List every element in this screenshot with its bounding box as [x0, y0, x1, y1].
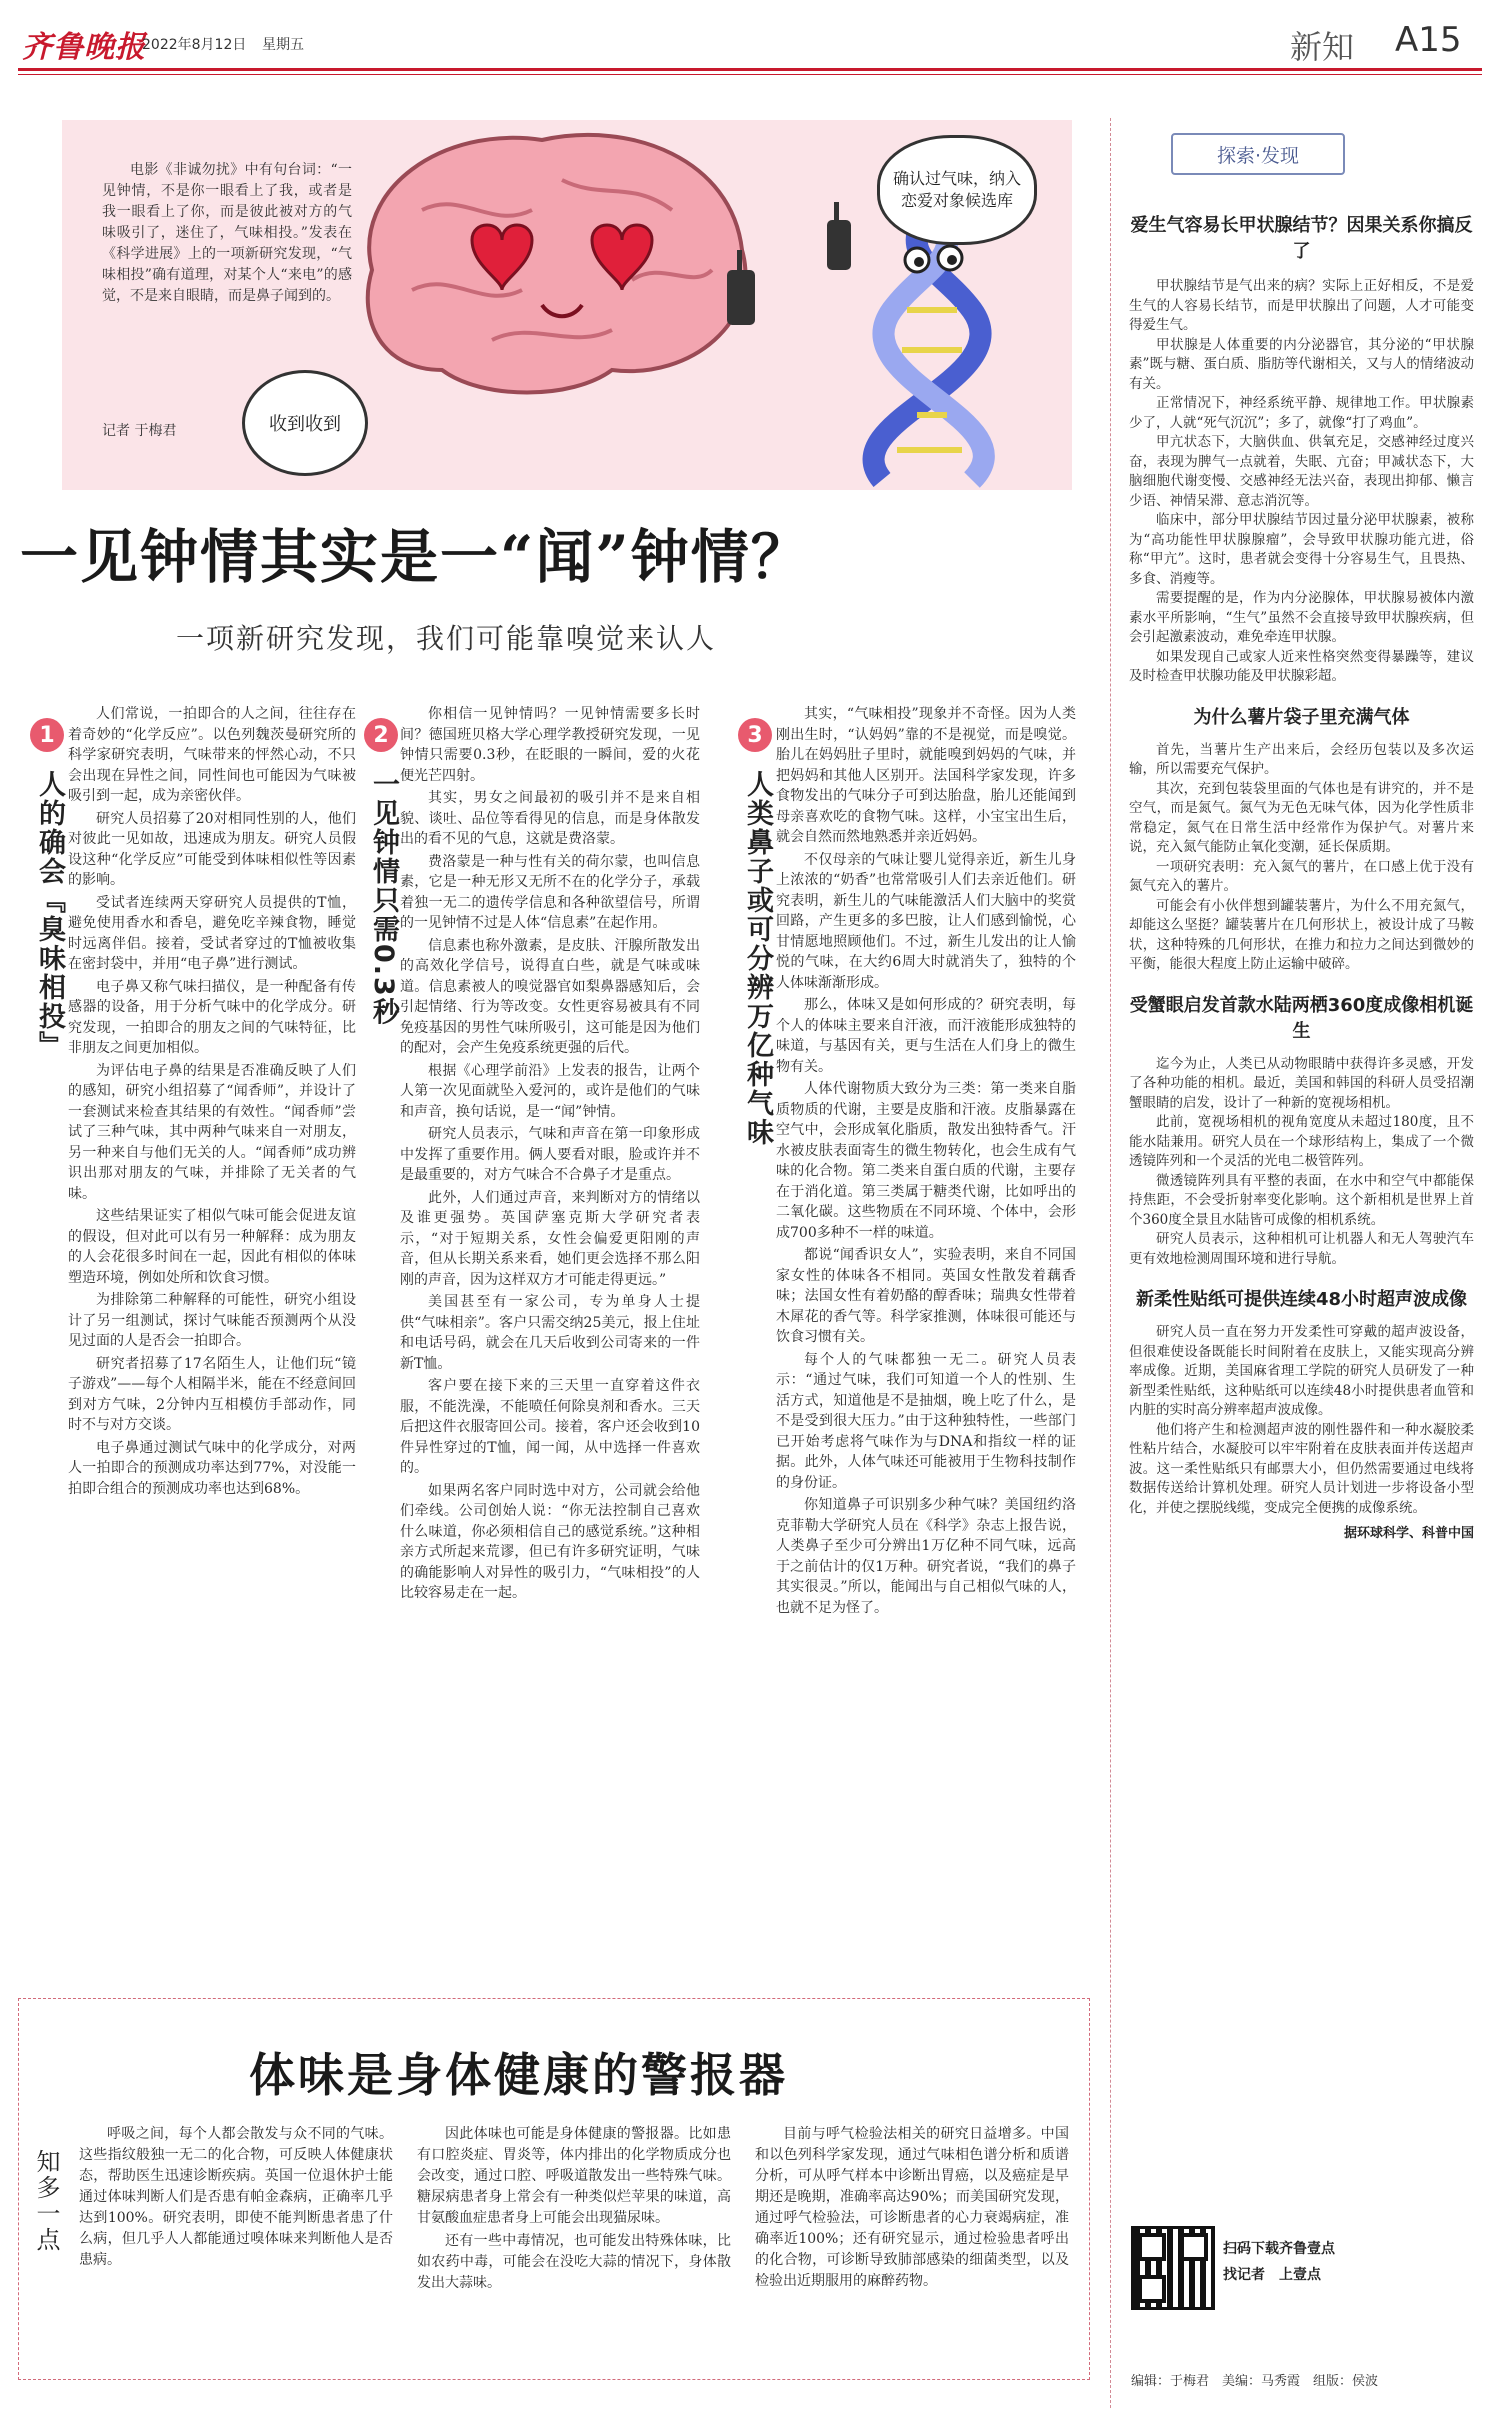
section-2-number: 2 — [364, 718, 398, 752]
sidebar — [1110, 118, 1483, 2408]
page-number: A15 — [1395, 20, 1462, 60]
speech-bubble-right: 确认过气味，纳入恋爱对象候选库 — [877, 135, 1037, 245]
section-3-number: 3 — [738, 718, 772, 752]
section-1-number: 1 — [30, 718, 64, 752]
section-3-title: 人类鼻子或可分辨万亿种气味 — [742, 770, 773, 1147]
sidebar-article-2-title: 为什么薯片袋子里充满气体 — [1193, 706, 1410, 728]
sidebar-article-1-title: 爱生气容易长甲状腺结节？因果关系你搞反了 — [1130, 215, 1473, 262]
headline-subtitle: 一项新研究发现，我们可能靠嗅觉来认人 — [176, 622, 717, 655]
header-rule-thin — [18, 74, 1482, 75]
bottom-article-box — [18, 1998, 1090, 2380]
reporter-byline: 记者 于梅君 — [102, 423, 177, 439]
qr-caption: 扫码下载齐鲁壹点 — [1223, 2241, 1335, 2257]
bottom-body: 呼吸之间，每个人都会散发与众不同的气味。这些指纹般独一无二的化合物，可反映人体健康状态，帮助医生迅速诊断疾病。英国一位退休护士能通过体味判断人们是否患有帕金森病，正确率几乎达到100%。研究表明，即使不能判断患者患了什么病，但几乎人人都能通过嗅体味来判断他人是否患病。 因此体味也可能是身体健康的警报器。比如患有口腔炎症、胃炎等，体内排出的化学物质成分也会改变，通过口腔、呼吸道散发出一些特殊气味。糖尿病患者身上常会有一种类似烂苹果的味道，高甘氨酸血症患者身上可能会出现猫尿味。 还有一些中毒情况，也可能发出特殊体味，比如农药中毒，可能会在没吃大蒜的情况下，身体散发出大蒜味。 目前与呼气检验法相关的研究日益增多。中国和以色列科学家发现，通过气味相色谱分析和质谱分析，可从呼气样本中诊断出胃癌，以及癌症是早期还是晚期，准确率高达90%；而美国研究发现，通过呼气检验法，可诊断患者的心力衰竭病症，准确率近100%；还有研究显示，通过检验患者呼出的化合物，可诊断导致肺部感染的细菌类型，以及检验出近期服用的麻醉药物。 — [79, 2126, 1069, 2291]
sidebar-article-3-body: 迄今为止，人类已从动物眼睛中获得许多灵感，开发了各种功能的相机。最近，美国和韩国的科研人员受招潮蟹眼睛的启发，设计了一种新的宽视场相机。 此前，宽视场相机的视角宽度从未超过180度，且不能水陆兼用。研究人员在一个球形结构上，集成了一个微透镜阵列和一个灵活的光电二极管阵列。 微透镜阵列具有平整的表面，在水中和空气中都能保持焦距，不会受折射率变化影响。这个新相机是世界上首个360度全景且水陆皆可成像的相机系统。 研究人员表示，这种相机可让机器人和无人驾驶汽车更有效地检测周围环境和进行导航。 — [1129, 1055, 1474, 1267]
sidebar-article-2-body: 首先，当薯片生产出来后，会经历包装以及多次运输，所以需要充气保护。 其次，充到包装袋里面的气体也是有讲究的，并不是空气，而是氮气。氮气为无色无味气体，因为化学性质非常稳定，氮气在日常生活中经常作为保护气。对薯片来说，充入氮气能防止氧化变潮，延长保质期。 一项研究表明：充入氮气的薯片，在口感上优于没有氮气充入的薯片。 可能会有小伙伴想到罐装薯片，为什么不用充氮气，却能这么坚挺？罐装薯片在几何形状上，被设计成了马鞍状，这种特殊的几何形状，在推力和拉力之间达到微妙的平衡，能很大程度上防止运输中破碎。 — [1129, 741, 1474, 972]
issue-weekday: 星期五 — [262, 37, 304, 53]
masthead: 齐鲁晚报 — [22, 30, 146, 65]
bottom-label: 知多一点 — [32, 2149, 60, 2253]
credits: 编辑：于梅君 美编：马秀霞 组版：侯波 — [1131, 2374, 1379, 2389]
illustration-panel — [62, 120, 1072, 490]
sidebar-banner: 探索·发现 — [1171, 133, 1345, 175]
sidebar-article-4-body: 研究人员一直在努力开发柔性可穿戴的超声波设备，但很难使设备既能长时间附着在皮肤上，又能实现高分辨率成像。近期，美国麻省理工学院的研究人员研发了一种新型柔性贴纸，这种贴纸可以连续48小时提供患者血管和内脏的实时高分辨率超声波成像。 他们将产生和检测超声波的刚性器件和一种水凝胶柔性粘片结合，水凝胶可以牢牢附着在皮肤表面并传送超声波。这一柔性贴纸只有邮票大小，但仍然需要通过电线将数据传送给计算机处理。研究人员计划进一步将设备小型化，并使之摆脱线缆，变成完全便携的成像系统。 — [1129, 1324, 1474, 1516]
section-name: 新知 — [1290, 28, 1355, 66]
sidebar-source: 据环球科学、科普中国 — [1343, 1526, 1474, 1541]
header-rule — [18, 68, 1482, 71]
qr-code[interactable] — [1131, 2226, 1215, 2310]
section-2-title: 一见钟情只需0.3秒 — [368, 770, 399, 1027]
headline-title: 一见钟情其实是一“闻”钟情？ — [20, 523, 811, 591]
brain-illustration — [332, 120, 782, 420]
issue-date: 2022年8月12日 — [142, 37, 247, 53]
section-2-body: 你相信一见钟情吗？一见钟情需要多长时间？德国班贝格大学心理学教授研究发现，一见钟情只需要0.3秒，在眨眼的一瞬间，爱的火花便光芒四射。 其实，男女之间最初的吸引并不是来自相貌、谈吐、品位等看得见的信息，而是身体散发出的看不见的气息，这就是费洛蒙。 费洛蒙是一种与性有关的荷尔蒙，也叫信息素，它是一种无形又无所不在的化学分子，承载着独一无二的遗传学信息和各种欲望信号，所谓的一见钟情不过是人体“信息素”在起作用。 信息素也称外激素，是皮肤、汗腺所散发出的高效化学信号，说得直白些，就是气味或味道。信息素被人的嗅觉器官如梨鼻器感知后，会引起情绪、行为等改变。女性更容易被具有不同免疫基因的男性气味所吸引，这可能是因为他们的配对，会产生免疫系统更强的后代。 根据《心理学前沿》上发表的报告，让两个人第一次见面就坠入爱河的，或许是他们的气味和声音，换句话说，是一“闻”钟情。 研究人员表示，气味和声音在第一印象形成中发挥了重要作用。俩人要看对眼，脸或许并不是最重要的，对方气味合不合鼻子才是重点。 此外，人们通过声音，来判断对方的情绪以及谁更强势。英国萨塞克斯大学研究者表示，“对于短期关系，女性会偏爱更阳刚的声音，但从长期关系来看，她们更会选择不那么阳刚的声音，因为这样双方才可能走得更远。” 美国甚至有一家公司，专为单身人士提供“气味相亲”。客户只需交纳25美元，报上住址和电话号码，就会在几天后收到公司寄来的一件新T恤。 客户要在接下来的三天里一直穿着这件衣服，不能洗澡，不能喷任何除臭剂和香水。三天后把这件衣服寄回公司。接着，客户还会收到10件异性穿过的T恤，闻一闻，从中选择一件喜欢的。 如果两名客户同时选中对方，公司就会给他们牵线。公司创始人说：“你无法控制自己喜欢什么味道，你必须相信自己的感觉系统。”这种相亲方式所起来荒谬，但已有许多研究证明，气味的确能影响人对异性的吸引力，“气味相投”的人比较容易走在一起。 — [400, 706, 700, 1601]
sidebar-article-4-title: 新柔性贴纸可提供连续48小时超声波成像 — [1135, 1289, 1468, 1310]
intro-text: 电影《非诚勿扰》中有句台词：“一见钟情，不是你一眼看上了我，或者是我一眼看上了你，而是彼此被对方的气味吸引了，迷住了，气味相投。”发表在《科学进展》上的一项新研究发现，“气味相投”确有道理，对某个人“来电”的感觉，不是来自眼睛，而是鼻子闻到的。 — [102, 162, 352, 304]
qr-subcaption: 找记者 上壹点 — [1223, 2267, 1321, 2283]
speech-bubble-left: 收到收到 — [242, 370, 368, 476]
section-1-body: 人们常说，一拍即合的人之间，往往存在着奇妙的“化学反应”。以色列魏茨曼研究所的科学家研究表明，气味带来的怦然心动，不只会出现在异性之间，同性间也可能因为气味被吸引到一起，成为亲密伙伴。 研究人员招募了20对相同性别的人，他们对彼此一见如故，迅速成为朋友。研究人员假设这种“化学反应”可能受到体味相似性等因素的影响。 受试者连续两天穿研究人员提供的T恤，避免使用香水和香皂，避免吃辛辣食物，睡觉时远离伴侣。接着，受试者穿过的T恤被收集在密封袋中，并用“电子鼻”进行测试。 电子鼻又称气味扫描仪，是一种配备有传感器的设备，用于分析气味中的化学成分。研究发现，一拍即合的朋友之间的气味特征，比非朋友之间更加相似。 为评估电子鼻的结果是否准确反映了人们的感知，研究小组招募了“闻香师”，并设计了一套测试来检查其结果的有效性。“闻香师”尝试了三种气味，其中两种气味来自一对朋友，另一种来自与他们无关的人。“闻香师”成功辨识出那对朋友的气味，并排除了无关者的气味。 这些结果证实了相似气味可能会促进友谊的假设，但对此可以有另一种解释：成为朋友的人会花很多时间在一起，因此有相似的体味塑造环境，例如处所和饮食习惯。 为排除第二种解释的可能性，研究小组设计了另一组测试，探讨气味能否预测两个从没见过面的人是否会一拍即合。 研究者招募了17名陌生人，让他们玩“镜子游戏”——每个人相隔半米，能在不经意间回到对方气味，2分钟内互相模仿手部动作，同时不与对方交谈。 电子鼻通过测试气味中的化学成分，对两人一拍即合的预测成功率达到77%，对没能一拍即合组合的预测成功率也达到68%。 — [68, 706, 356, 1497]
bottom-title: 体味是身体健康的警报器 — [249, 2048, 788, 2102]
sidebar-article-1-body: 甲状腺结节是气出来的病？实际上正好相反，不是爱生气的人容易长结节，而是甲状腺出了问题，人才可能变得爱生气。 甲状腺是人体重要的内分泌器官，其分泌的“甲状腺素”既与糖、蛋白质、脂肪等代谢相关，又与人的情绪波动有关。 正常情况下，神经系统平静、规律地工作。甲状腺素少了，人就“死气沉沉”；多了，就像“打了鸡血”。 甲亢状态下，大脑供血、供氧充足，交感神经过度兴奋，表现为脾气一点就着，失眠、亢奋；甲减状态下，大脑细胞代谢变慢、交感神经无法兴奋，表现出抑郁、懒言少语、神情呆滞、意志消沉等。 临床中，部分甲状腺结节因过量分泌甲状腺素，被称为“高功能性甲状腺腺瘤”，会导致甲状腺功能亢进，俗称“甲亢”。这时，患者就会变得十分容易生气，且畏热、多食、消瘦等。 需要提醒的是，作为内分泌腺体，甲状腺易被体内激素水平所影响，“生气”虽然不会直接导致甲状腺疾病，但会引起激素波动，难免牵连甲状腺。 如果发现自己或家人近来性格突然变得暴躁等，建议及时检查甲状腺功能及甲状腺彩超。 — [1129, 278, 1474, 684]
section-1-title: 人的确会『臭味相投』 — [34, 770, 65, 1060]
sidebar-article-3-title: 受蟹眼启发首款水陆两栖360度成像相机诞生 — [1129, 994, 1474, 1042]
section-3-body: 其实，“气味相投”现象并不奇怪。因为人类刚出生时，“认妈妈”靠的不是视觉，而是嗅觉。胎儿在妈妈肚子里时，就能嗅到妈妈的气味，并把妈妈和其他人区别开。法国科学家发现，许多食物发出的气味分子可到达胎盘，胎儿还能闻到母亲喜欢吃的食物气味。这样，小宝宝出生后，就会自然而然地熟悉并亲近妈妈。 不仅母亲的气味让婴儿觉得亲近，新生儿身上浓浓的“奶香”也常常吸引人们去亲近他们。研究表明，新生儿的气味能激活人们大脑中的奖赏回路，产生更多的多巴胺，让人们感到愉悦，心甘情愿地照顾他们。不过，新生儿发出的让人愉悦的气味，在大约6周大时就消失了，独特的个人体味渐渐形成。 那么，体味又是如何形成的？研究表明，每个人的体味主要来自汗液，而汗液能形成独特的味道，与基因有关，更与生活在人们身上的微生物有关。 人体代谢物质大致分为三类：第一类来自脂质物质的代谢，主要是皮脂和汗液。皮脂暴露在空气中，会形成氧化脂质，散发出独特香气。汗水被皮肤表面寄生的微生物转化，也会生成有气味的化合物。第二类来自蛋白质的代谢，主要存在于消化道。第三类属于糖类代谢，比如呼出的二氧化碳。这些物质在不同环境、个体中，会形成700多种不一样的味道。 都说“闻香识女人”，实验表明，来自不同国家女性的体味各不相同。英国女性散发着藕香味；法国女性有着奶酪的醇香味；瑞典女性带着木犀花的香气等。科学家推测，体味很可能还与饮食习惯有关。 每个人的气味都独一无二。研究人员表示：“通过气味，我们可知道一个人的性别、生活方式，知道他是不是抽烟，晚上吃了什么，是不是受到很大压力。”由于这种独特性，一些部门已开始考虑将气味作为与DNA和指纹一样的证据。此外，人体气味还可能被用于生物科技制作的身份证。 你知道鼻子可识别多少种气味？美国纽约洛克菲勒大学研究人员在《科学》杂志上报告说，人类鼻子至少可分辨出1万亿种不同气味，远高于之前估计的仅1万种。研究者说，“我们的鼻子其实很灵。”所以，能闻出与自己相似气味的人，也就不足为怪了。 — [776, 706, 1076, 1616]
